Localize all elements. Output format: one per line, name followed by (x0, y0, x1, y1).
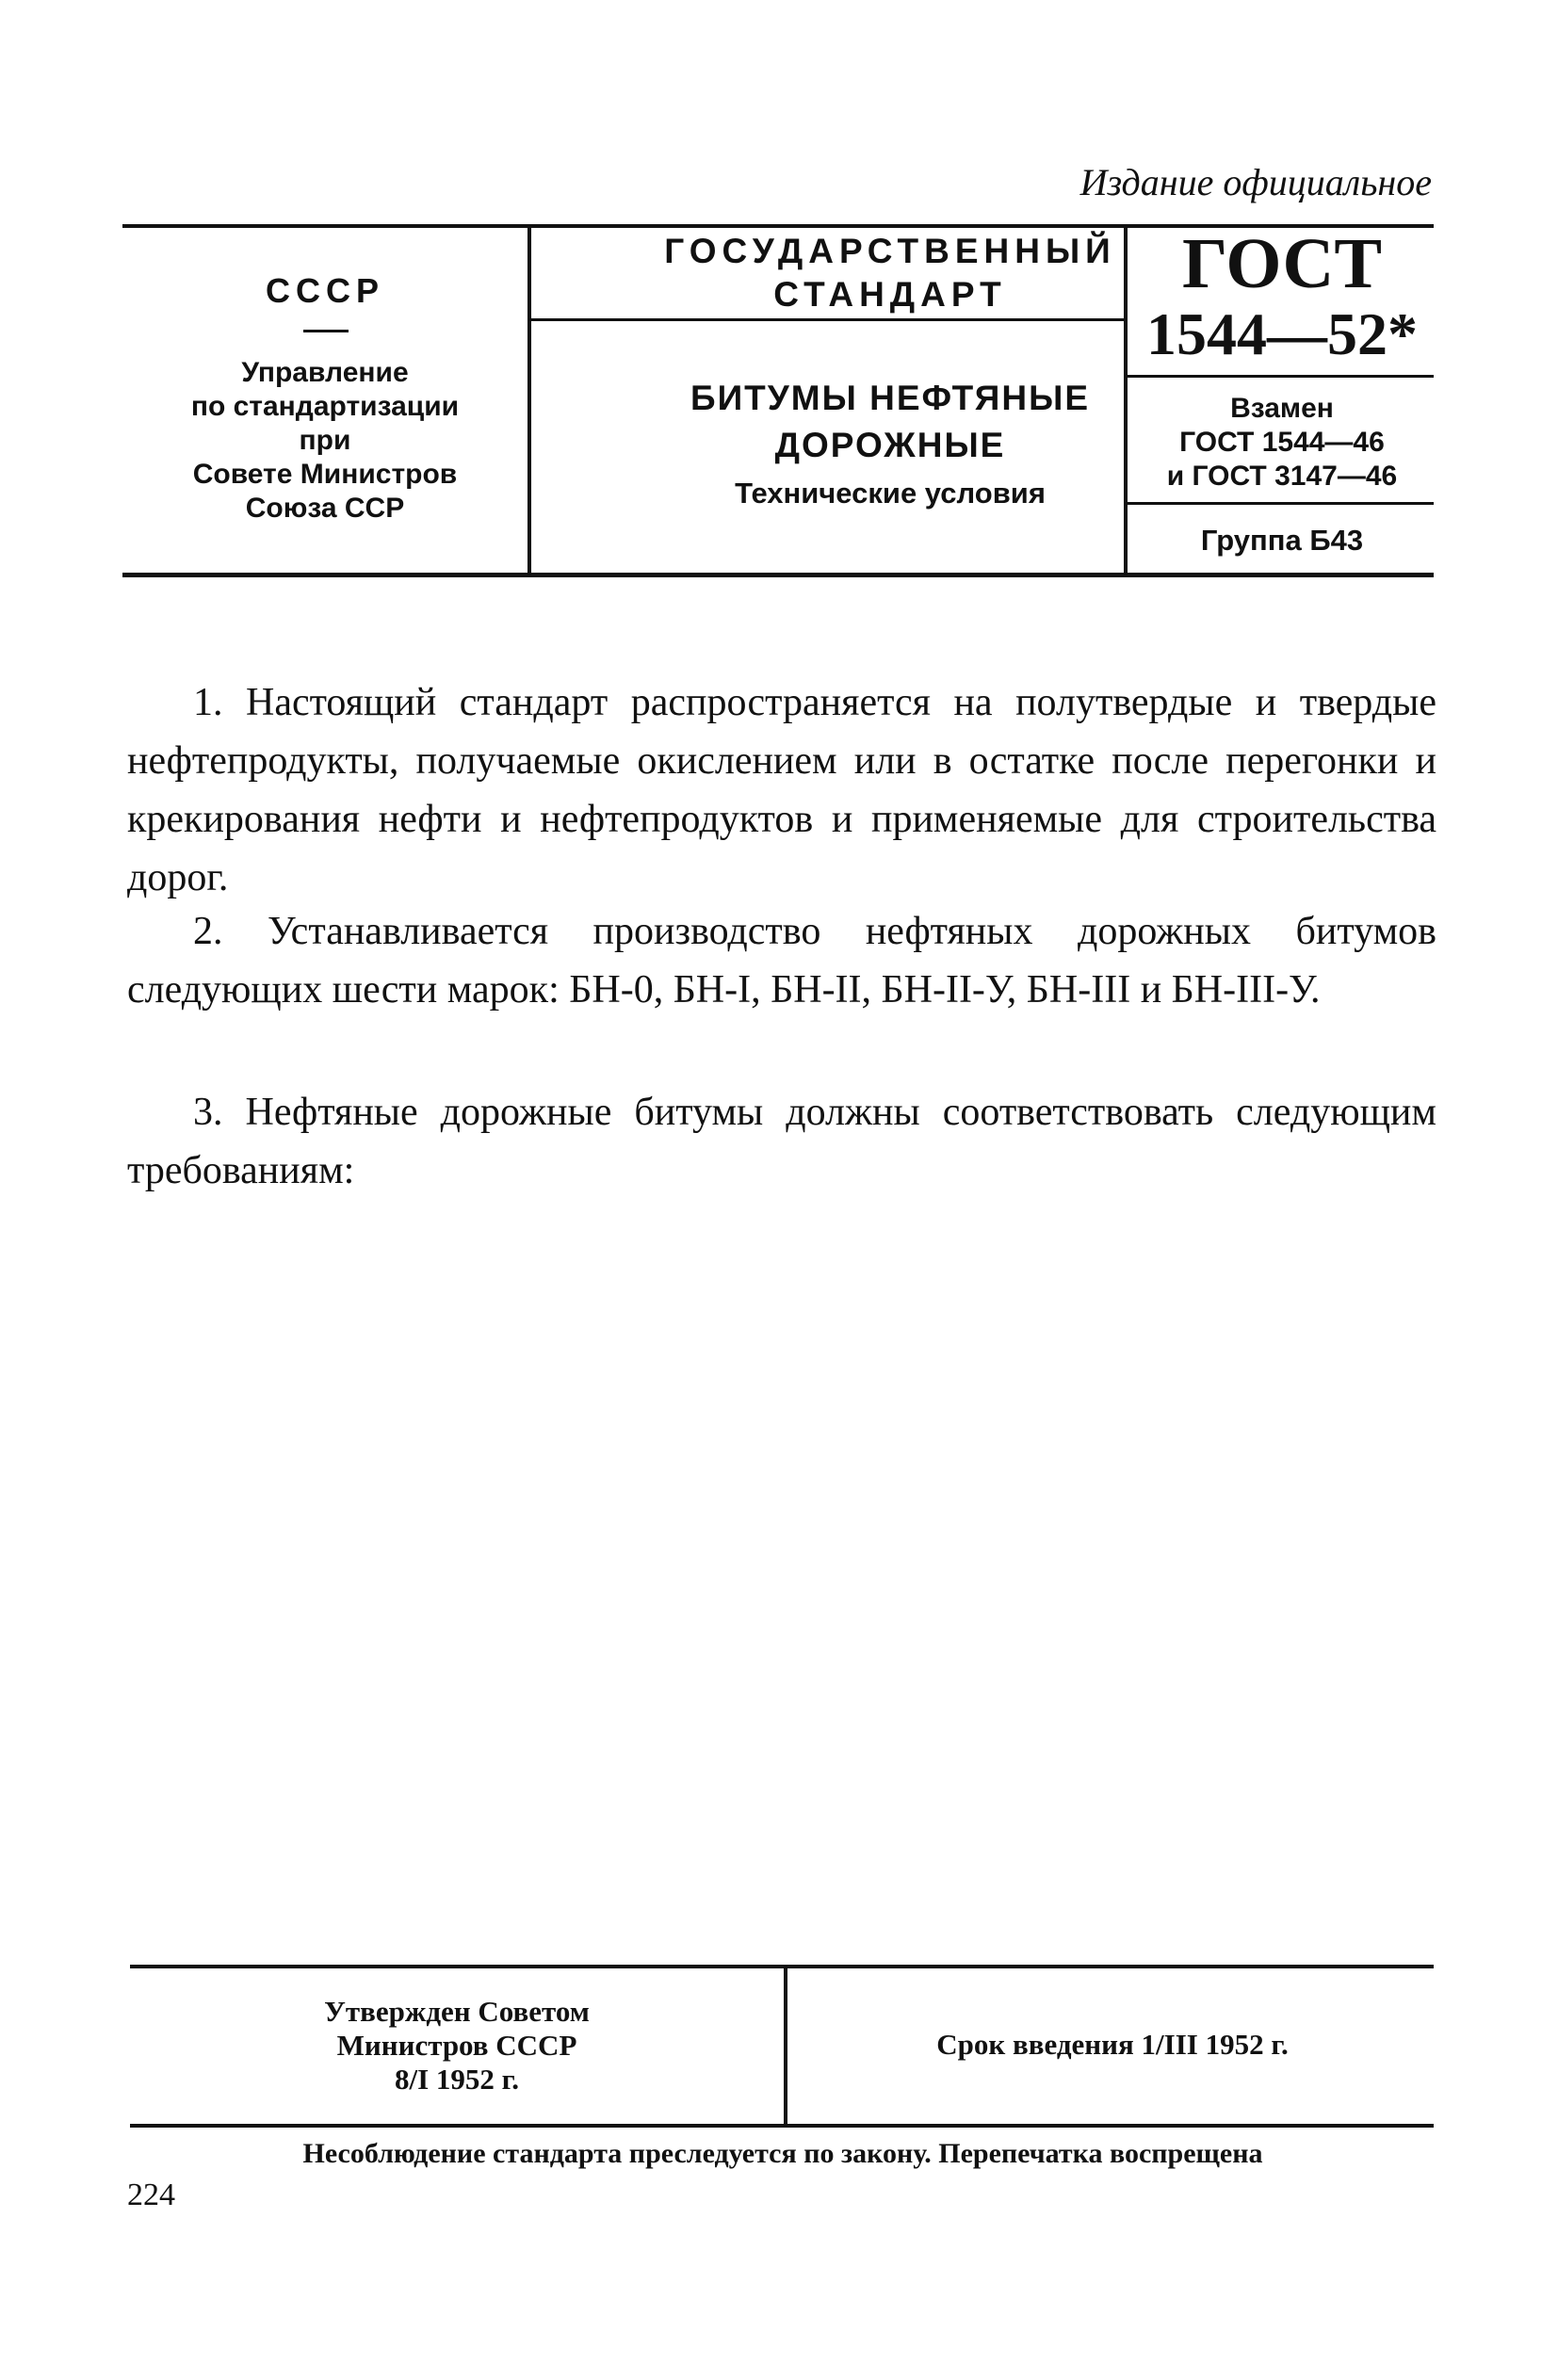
replaces-line: и ГОСТ 3147—46 (1166, 461, 1398, 492)
paragraph-2: 2. Устанавливается производство нефтяных дорожных битумов следующих шести марок: БН-0, БН-I, БН-II, БН-II-У, БН-III и БН-III-У. (127, 910, 1436, 1012)
replaces-line: Взамен (1230, 393, 1334, 424)
legal-notice: Несоблюдение стандарта преследуется по закону. Перепечатка воспрещена (302, 2138, 1263, 2169)
gost-number: 1544—52* (1146, 300, 1418, 367)
title-line: ДОРОЖНЫЕ (774, 426, 1006, 464)
effective-date: Срок введения 1/III 1952 г. (936, 2028, 1289, 2061)
document-subtitle: Технические условия (735, 477, 1046, 510)
replaces-block (1130, 392, 1434, 494)
standard-type-line: ГОСУДАРСТВЕННЫЙ (664, 232, 1116, 270)
authority-line: при (299, 425, 351, 456)
country-dash (303, 330, 349, 332)
authority-line: по стандартизации (190, 391, 460, 422)
page-number: 224 (127, 2178, 175, 2212)
footer-bottom-rule (130, 2124, 1434, 2128)
footer-top-rule (130, 1965, 1434, 1968)
center-column-divider (531, 318, 1124, 321)
paragraph-3: 3. Нефтяные дорожные битумы должны соответствовать следующим требованиям: (127, 1091, 1436, 1192)
approval-block (132, 1995, 782, 2097)
approval-line: Утвержден Советом (324, 1995, 590, 2028)
header-divider-left (527, 224, 531, 573)
authority-line: Совете Министров (192, 459, 458, 490)
classification-group: Группа Б43 (1200, 524, 1364, 557)
replaces-line: ГОСТ 1544—46 (1179, 427, 1385, 458)
country-label: СССР (265, 271, 384, 310)
paragraph-1: 1. Настоящий стандарт распространяется на полутвердые и твердые нефтепродукты, получаемые окислением или в остатке после перегонки и крекирования нефти и нефтепродуктов и применяемые для строительства дорог. (127, 681, 1436, 899)
edition-note: Издание официальное (1079, 161, 1432, 203)
approval-line: Министров СССР (336, 2029, 577, 2062)
title-line: БИТУМЫ НЕФТЯНЫЕ (690, 379, 1091, 417)
gost-label: ГОСТ (1181, 224, 1383, 303)
standard-type-line: СТАНДАРТ (773, 275, 1007, 314)
authority-block (122, 356, 527, 526)
header-bottom-rule (122, 573, 1434, 577)
footer-divider (784, 1968, 787, 2124)
standard-header-table (122, 224, 1434, 577)
authority-line: Управление (241, 357, 409, 388)
authority-line: Союза ССР (245, 493, 405, 524)
approval-line: 8/I 1952 г. (394, 2063, 519, 2096)
